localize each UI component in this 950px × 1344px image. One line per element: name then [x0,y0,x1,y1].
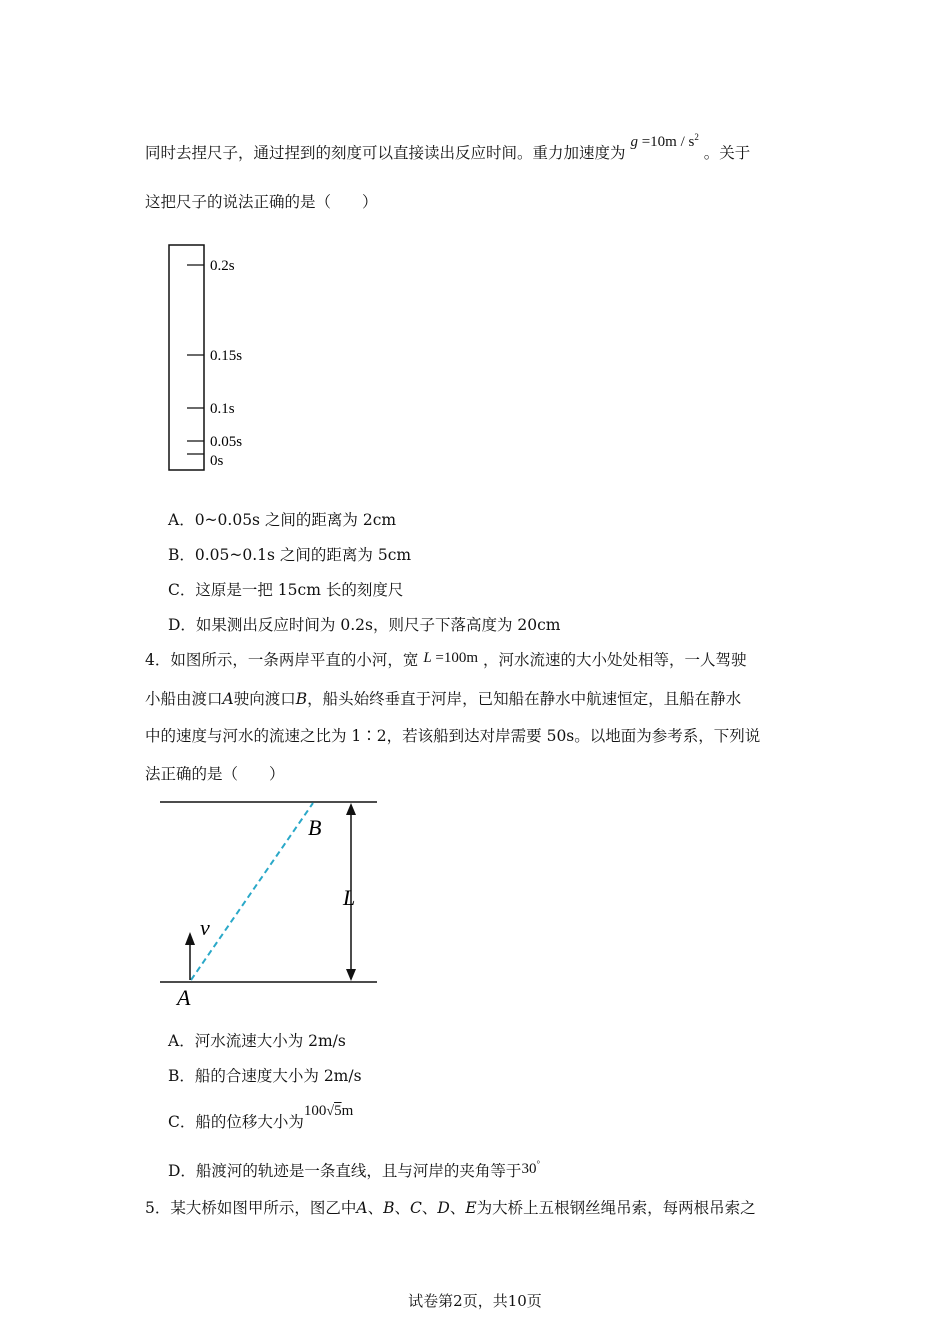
q3-line1 [145,132,751,163]
ruler-figure [160,240,280,480]
arrow-head-top [346,803,356,815]
q4-line2: 小船由渡口A驶向渡口B，船头始终垂直于河岸，已知船在静水中航速恒定，且船在静水 [145,690,742,708]
page-footer: 试卷第2页，共10页 [408,1292,542,1310]
L-formula: L =100m [423,650,479,666]
q4-option-d[interactable]: D．船渡河的轨迹是一条直线，且与河岸的夹角等于30° [168,1159,541,1180]
sqrt-expression: 100√5m [303,1103,354,1119]
label-a: A [177,985,191,1010]
arrow-head-bottom [346,969,356,981]
q4-line1: 4．如图所示，一条两岸平直的小河，宽 L =100m ，河水流速的大小处处相等，一人驾驶 [145,650,747,669]
q4-option-a[interactable]: A．河水流速大小为 2m/s [168,1032,346,1050]
tick-label: 0s [210,453,224,469]
q4-line4: 法正确的是（ ） [145,765,285,783]
q3-option-b[interactable]: B．0.05~0.1s 之间的距离为 5cm [168,546,412,564]
tick-label: 0.2s [210,258,235,274]
river-figure [155,790,385,1015]
q5-line1: 5．某大桥如图甲所示，图乙中A、B、C、D、E为大桥上五根钢丝绳吊索，每两根吊索之 [145,1199,756,1217]
q3-option-c[interactable]: C．这原是一把 15cm 长的刻度尺 [168,581,404,599]
q3-option-d[interactable]: D．如果测出反应时间为 0.2s，则尺子下落高度为 20cm [168,616,561,634]
tick-label: 0.1s [210,401,235,417]
q4-option-b[interactable]: B．船的合速度大小为 2m/s [168,1067,362,1085]
ruler-body [169,245,204,470]
q4-line3: 中的速度与河水的流速之比为 1∶2，若该船到达对岸需要 50s。以地面为参考系，下列说 [145,727,761,745]
g-formula: $g =10m / s^2$ [630,132,699,150]
q3-line1-text: 同时去捏尺子，通过捏到的刻度可以直接读出反应时间。重力加速度为 [145,144,626,162]
tick-label: 0.05s [210,434,243,450]
q3-option-a[interactable]: A．0~0.05s 之间的距离为 2cm [168,511,397,529]
tick-label: 0.15s [210,348,243,364]
label-l: L [343,885,356,910]
q3-line2: 这把尺子的说法正确的是（ ） [145,193,378,211]
q4-option-c[interactable]: C．船的位移大小为100√5m [168,1103,354,1131]
angle-value: 30° [521,1159,541,1177]
velocity-arrow-head [185,932,195,945]
label-b: B [308,815,322,840]
q3-line1-end: 。关于 [703,144,751,162]
trajectory-line [191,803,313,980]
label-v: v [200,915,210,940]
